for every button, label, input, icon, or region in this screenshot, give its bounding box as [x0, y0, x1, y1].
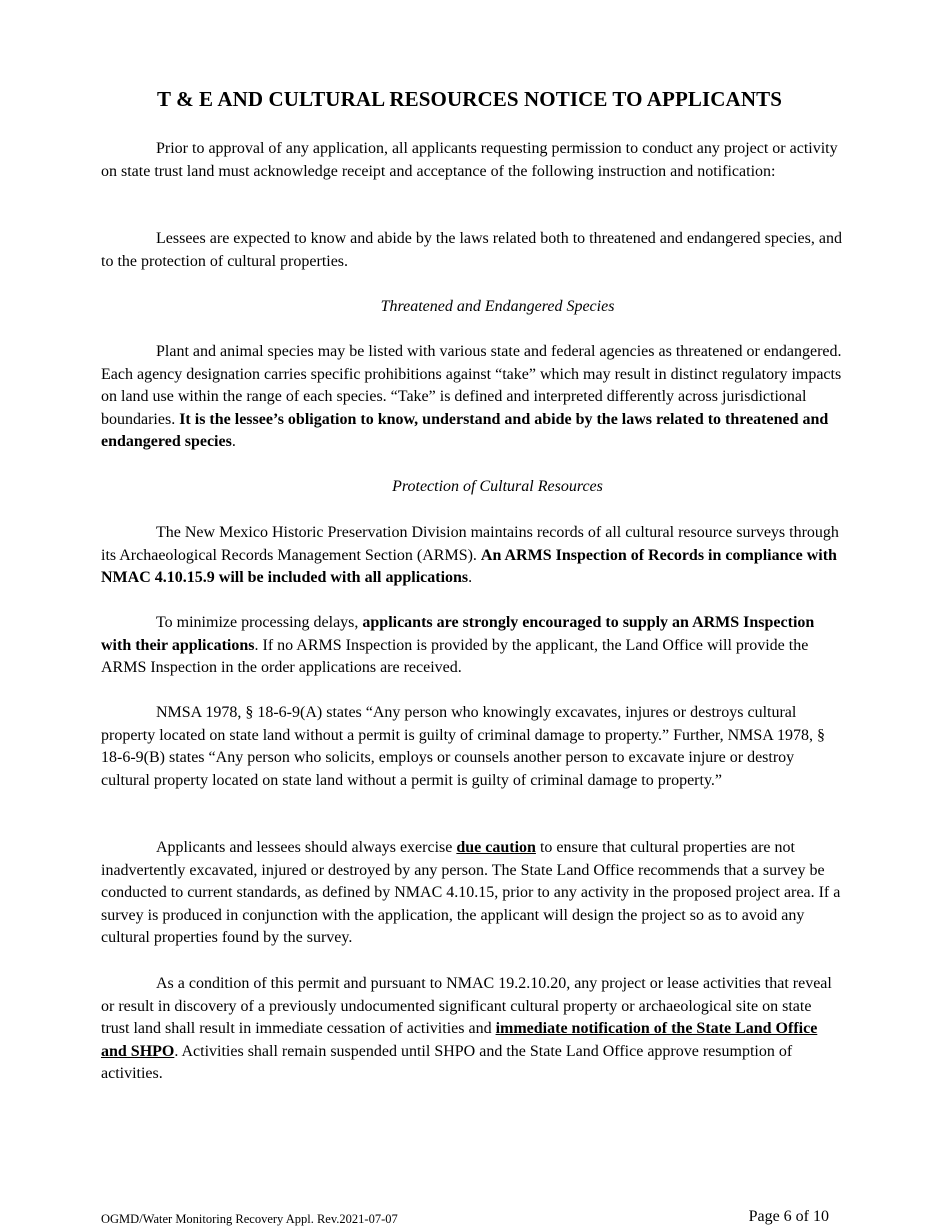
arms-text: The New Mexico Historic Preservation Division maintains records of all cultural resource surveys through its Archaeological Records Management Section (ARMS). — [101, 524, 839, 564]
condition-start: As a condition of this permit and pursuant to NMAC 19.2.10.20, any project or lease activities that reveal or result in discovery of a previously undocumented significant cultural property or archaeological site on state trust land shall result in immediate cessation of activities and — [101, 975, 832, 1038]
page-title: T & E AND CULTURAL RESOURCES NOTICE TO APPLICANTS — [157, 87, 782, 111]
species-obligation-bold: It is the lessee’s obligation to know, understand and abide by the laws related to threatened and endangered species — [101, 410, 829, 451]
delays-start: To minimize processing delays, — [156, 614, 363, 631]
footer-page-number: Page 6 of 10 — [748, 1208, 829, 1225]
species-text: Plant and animal species may be listed with various state and federal agencies as threatened or endangered. Each agency designation carries specific prohibitions against “take” which may result in distinct regulatory impacts on land use within the range of each species. “Take” is defined and interpreted differently across jurisdictional boundaries. — [101, 343, 842, 428]
condition-end: . Activities shall remain suspended until SHPO and the State Land Office approve resumption of activities. — [101, 1042, 793, 1083]
caution-start: Applicants and lessees should always exercise — [156, 839, 457, 856]
delays-paragraph — [101, 612, 842, 680]
species-paragraph — [101, 341, 842, 454]
caution-end: to ensure that cultural properties are not inadvertently excavated, injured or destroyed by any person. The State Land Office recommends that a survey be conducted to current standards, as defined by NMAC 4.10.15, prior to any activity in the proposed project area. If a survey is produced in conjunction with the application, the applicant will design the project so as to avoid any cultural properties found by the survey. — [101, 839, 841, 947]
delays-end: . If no ARMS Inspection is provided by the applicant, the Land Office will provide the ARMS Inspection in the order applications are received. — [101, 636, 809, 677]
delays-encouraged-bold: applicants are strongly encouraged to supply an ARMS Inspection with their applications — [101, 614, 815, 654]
species-section-heading: Threatened and Endangered Species — [380, 298, 615, 315]
lessees-paragraph: Lessees are expected to know and abide by the laws related both to threatened and endangered species, and to the protection of cultural properties. — [101, 230, 842, 270]
condition-paragraph — [101, 973, 842, 1086]
caution-paragraph — [101, 837, 842, 950]
intro-paragraph: Prior to approval of any application, all applicants requesting permission to conduct any project or activity on state trust land must acknowledge receipt and acceptance of the following instruction and notification: — [101, 140, 838, 180]
species-end: . — [231, 433, 236, 451]
footer-form-id: OGMD/Water Monitoring Recovery Appl. Rev.2021-07-07 — [101, 1212, 398, 1226]
notification-emphasis: immediate notification of the State Land Office and SHPO — [101, 1020, 818, 1060]
arms-paragraph — [101, 522, 842, 590]
arms-end: . — [468, 569, 473, 587]
arms-requirement-bold: An ARMS Inspection of Records in compliance with NMAC 4.10.15.9 will be included with all applications — [101, 546, 837, 587]
cultural-section-heading: Protection of Cultural Resources — [392, 478, 603, 495]
nmsa-paragraph: NMSA 1978, § 18-6-9(A) states “Any person who knowingly excavates, injures or destroys cultural property located on state land without a permit is guilty of criminal damage to property.” Further, NMSA 1978, § 18-6-9(B) states “Any person who solicits, employs or counsels another person to excavate injure or destroy cultural property located on state land without a permit is guilty of criminal damage to property.” — [101, 704, 825, 789]
due-caution-emphasis: due caution — [456, 839, 536, 856]
